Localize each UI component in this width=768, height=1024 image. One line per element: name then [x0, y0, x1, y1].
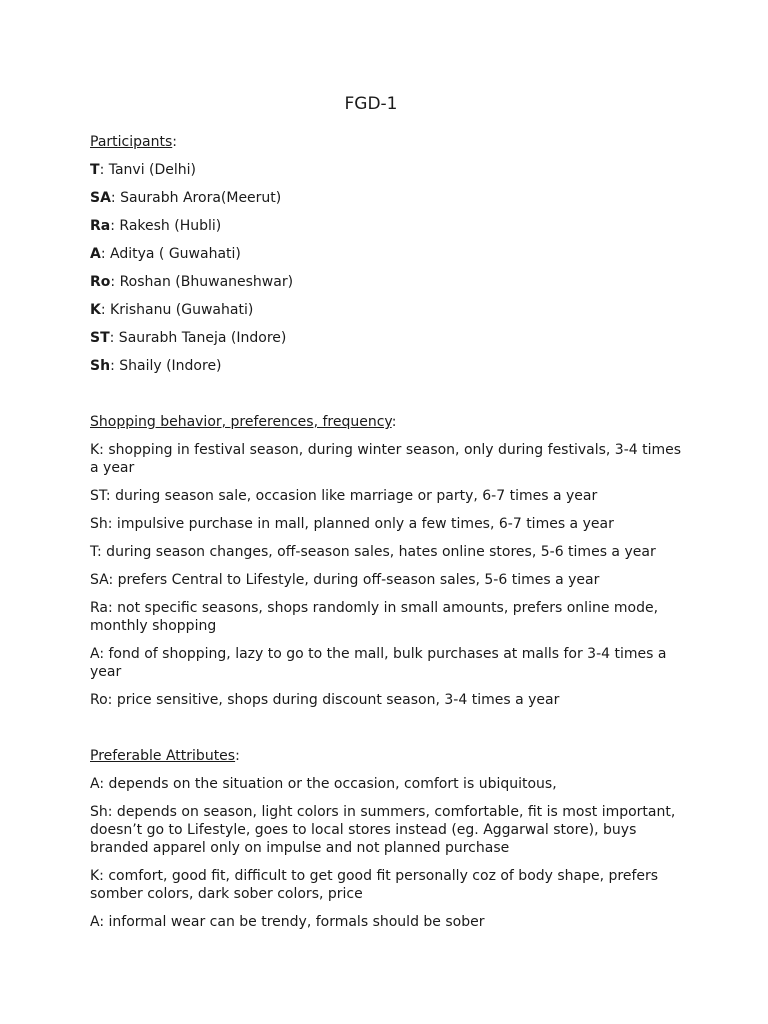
participants-list [90, 161, 688, 375]
section-spacer [90, 385, 688, 413]
heading-colon: : [172, 134, 177, 150]
participant-code: ST [90, 330, 110, 346]
participant-item [90, 301, 688, 319]
participant-detail: : Roshan (Bhuwaneshwar) [110, 274, 294, 290]
participant-code: Ro [90, 274, 111, 290]
participant-item [90, 189, 688, 207]
attribute-note: K: comfort, good fit, difficult to get good fit personally coz of body shape, prefers somber colors, dark sober colors, price [90, 868, 659, 902]
participant-detail: : Tanvi (Delhi) [99, 162, 197, 178]
heading-colon: : [235, 748, 240, 764]
heading-colon: : [391, 414, 397, 430]
participant-code: SA [90, 190, 111, 206]
participant-code: Ra [90, 218, 111, 234]
participant-code: K [90, 302, 101, 318]
participants-heading-text: Participants [90, 134, 173, 150]
participant-item [90, 329, 688, 347]
shopping-note: ST: during season sale, occasion like marriage or party, 6-7 times a year [90, 488, 598, 504]
participant-item [90, 217, 688, 235]
shopping-note: K: shopping in festival season, during winter season, only during festivals, 3-4 times a year [90, 442, 682, 476]
attribute-note: Sh: depends on season, light colors in summers, comfortable, fit is most important, doesn’t go to Lifestyle, goes to local stores instead (eg. Aggarwal store), buys branded apparel only on impulse and not planned purchase [90, 804, 676, 856]
shopping-note: T: during season changes, off-season sales, hates online stores, 5-6 times a year [90, 544, 656, 560]
participant-item [90, 357, 688, 375]
shopping-heading-text: Shopping behavior, preferences, frequency [90, 414, 392, 430]
participants-heading [90, 133, 688, 151]
shopping-note: Ra: not specific seasons, shops randomly in small amounts, prefers online mode, monthly shopping [90, 600, 659, 634]
participant-detail: : Shaily (Indore) [110, 358, 222, 374]
participant-item [90, 273, 688, 291]
participant-item [90, 161, 688, 179]
participant-code: Sh [90, 358, 111, 374]
shopping-heading [90, 413, 688, 431]
attributes-heading [90, 747, 688, 765]
shopping-note: SA: prefers Central to Lifestyle, during off-season sales, 5-6 times a year [90, 572, 600, 588]
shopping-note: A: fond of shopping, lazy to go to the mall, bulk purchases at malls for 3-4 times a year [90, 646, 667, 680]
participant-code: T [90, 162, 100, 178]
participant-detail: : Saurabh Arora(Meerut) [110, 190, 282, 206]
attribute-note: A: informal wear can be trendy, formals should be sober [90, 914, 485, 930]
participant-item [90, 245, 688, 263]
section-spacer [90, 719, 688, 747]
participant-detail: : Saurabh Taneja (Indore) [109, 330, 287, 346]
shopping-note: Ro: price sensitive, shops during discount season, 3-4 times a year [90, 692, 560, 708]
participant-code: A [90, 246, 101, 262]
attributes-heading-text: Preferable Attributes [90, 748, 236, 764]
participant-detail: : Aditya ( Guwahati) [100, 246, 241, 262]
shopping-note: Sh: impulsive purchase in mall, planned only a few times, 6-7 times a year [90, 516, 614, 532]
attribute-note: A: depends on the situation or the occasion, comfort is ubiquitous, [90, 776, 557, 792]
participant-detail: : Rakesh (Hubli) [110, 218, 222, 234]
participant-detail: : Krishanu (Guwahati) [100, 302, 254, 318]
document-title: FGD-1 [344, 94, 398, 114]
